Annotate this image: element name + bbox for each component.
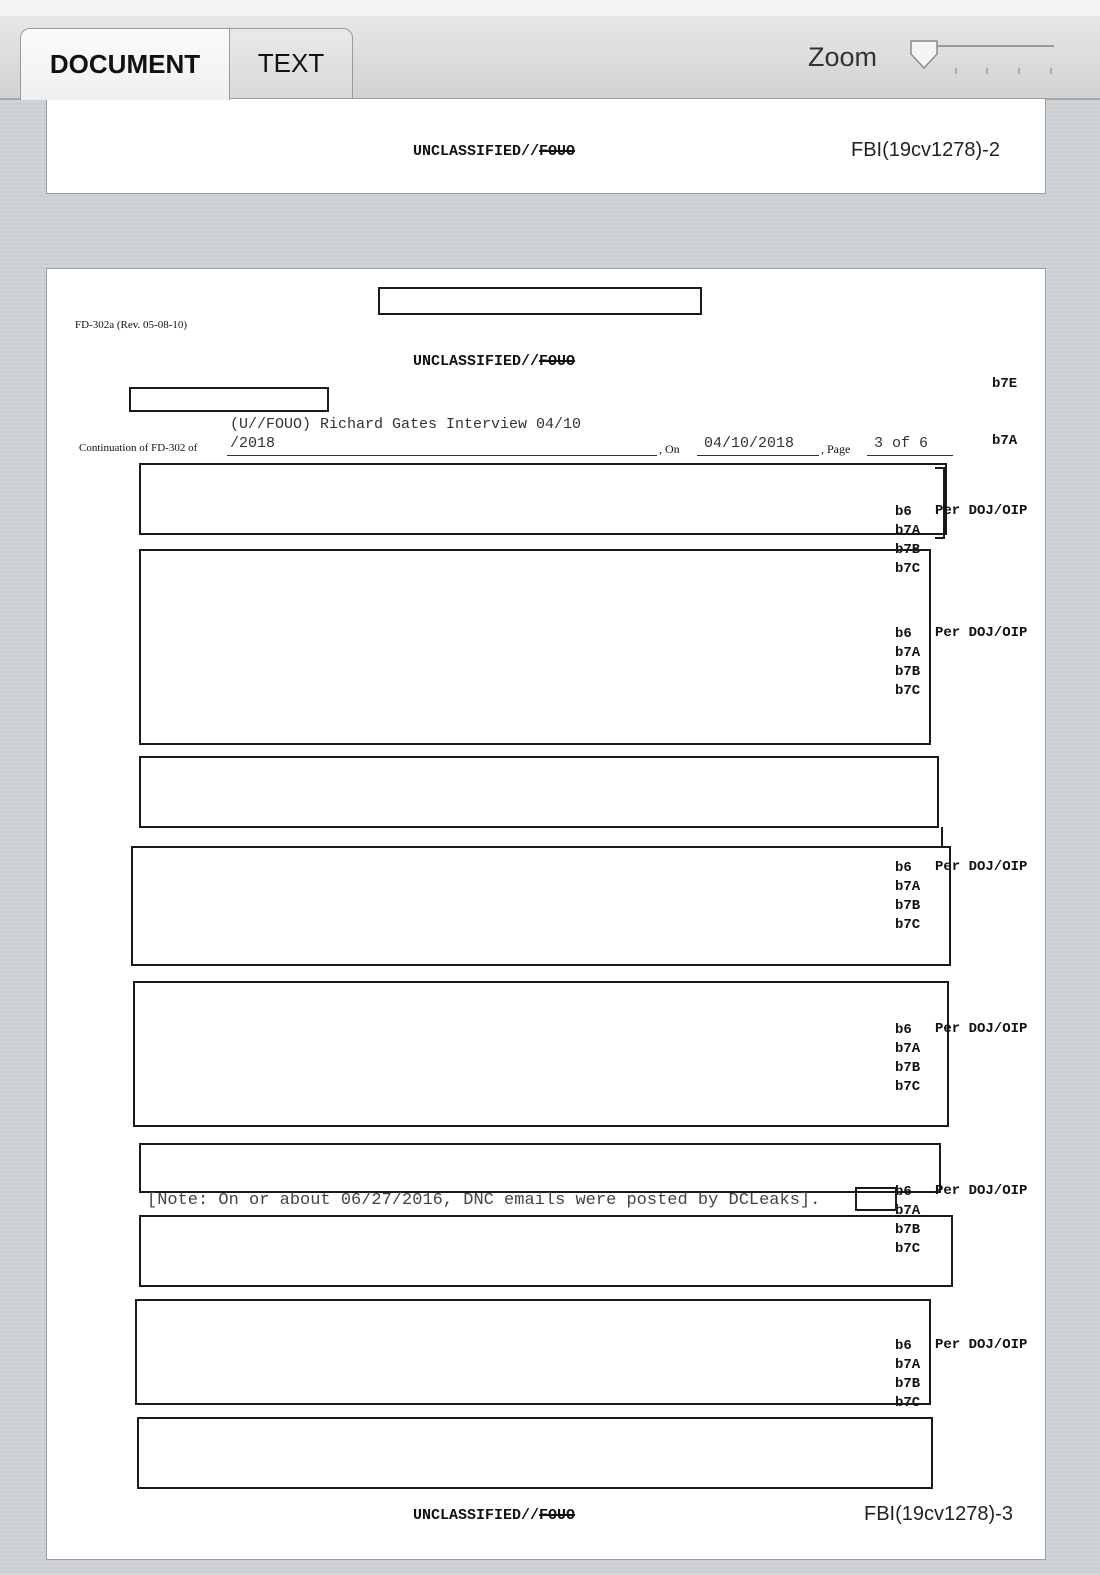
interview-date: 04/10/2018 xyxy=(704,435,795,452)
exemption-codes: b6 b7A b7B b7C xyxy=(895,504,921,577)
per-doj-note: Per DOJ/OIP xyxy=(935,1183,1028,1199)
per-doj-note: Per DOJ/OIP xyxy=(935,1021,1028,1037)
tab-text[interactable]: TEXT xyxy=(229,28,353,98)
exemption-codes: b6 b7A b7B b7C xyxy=(895,1338,921,1411)
continuation-label: Continuation of FD-302 of xyxy=(79,442,198,454)
form-id: FD-302a (Rev. 05-08-10) xyxy=(75,319,188,331)
redaction-box xyxy=(131,846,951,966)
previous-page xyxy=(46,98,1046,194)
prev-page-bates-number: FBI(19cv1278)-2 xyxy=(851,139,1000,161)
header-exemptions: b7E b7A xyxy=(992,376,1018,449)
redaction-box xyxy=(139,1143,941,1193)
redaction-box xyxy=(133,981,949,1127)
redaction-box xyxy=(139,1215,953,1287)
window-top-strip xyxy=(0,0,1100,17)
per-doj-note: Per DOJ/OIP xyxy=(935,1337,1028,1353)
exemption-codes: b6 b7A b7B b7C xyxy=(895,626,921,699)
redaction-box xyxy=(378,287,702,315)
page-underline xyxy=(867,455,953,456)
zoom-slider-thumb[interactable] xyxy=(911,41,937,68)
zoom-slider[interactable] xyxy=(908,38,1058,88)
subject-line-2: /2018 xyxy=(230,435,276,452)
date-underline xyxy=(697,455,819,456)
bates-number: FBI(19cv1278)-3 xyxy=(864,1503,1013,1525)
exemption-codes: b6 b7A b7B b7C xyxy=(895,860,921,933)
per-doj-note: Per DOJ/OIP xyxy=(935,859,1028,875)
footer-classification: UNCLASSIFIED//FOUO xyxy=(413,1507,576,1524)
redaction-box xyxy=(855,1187,897,1211)
prev-page-classification: UNCLASSIFIED//FOUO xyxy=(413,143,576,160)
exemption-codes: b6 b7A b7B b7C xyxy=(895,1022,921,1095)
page-number: 3 of 6 xyxy=(874,435,929,452)
exemption-bracket xyxy=(935,827,943,847)
on-label: , On xyxy=(659,442,680,456)
subject-line-1: (U//FOUO) Richard Gates Interview 04/10 xyxy=(230,416,582,433)
redaction-box xyxy=(135,1299,931,1405)
zoom-label: Zoom xyxy=(808,42,878,72)
viewer-toolbar xyxy=(0,16,1100,100)
page-classification: UNCLASSIFIED//FOUO xyxy=(413,353,576,370)
subject-underline xyxy=(227,455,657,456)
current-page xyxy=(46,268,1046,1560)
redaction-box xyxy=(139,463,947,535)
per-doj-note: Per DOJ/OIP xyxy=(935,625,1028,641)
note-text: [Note: On or about 06/27/2016, DNC emails were posted by DCLeaks]. xyxy=(147,1191,821,1210)
tab-document[interactable]: DOCUMENT xyxy=(20,28,230,100)
page-label: , Page xyxy=(821,442,851,456)
redaction-box xyxy=(129,387,329,412)
zoom-slider-ticks xyxy=(956,68,1051,74)
redaction-box xyxy=(139,549,931,745)
redaction-box xyxy=(137,1417,933,1489)
exemption-codes: b6 b7A b7B b7C xyxy=(895,1184,921,1257)
per-doj-note: Per DOJ/OIP xyxy=(935,503,1028,519)
redaction-box xyxy=(139,756,939,828)
